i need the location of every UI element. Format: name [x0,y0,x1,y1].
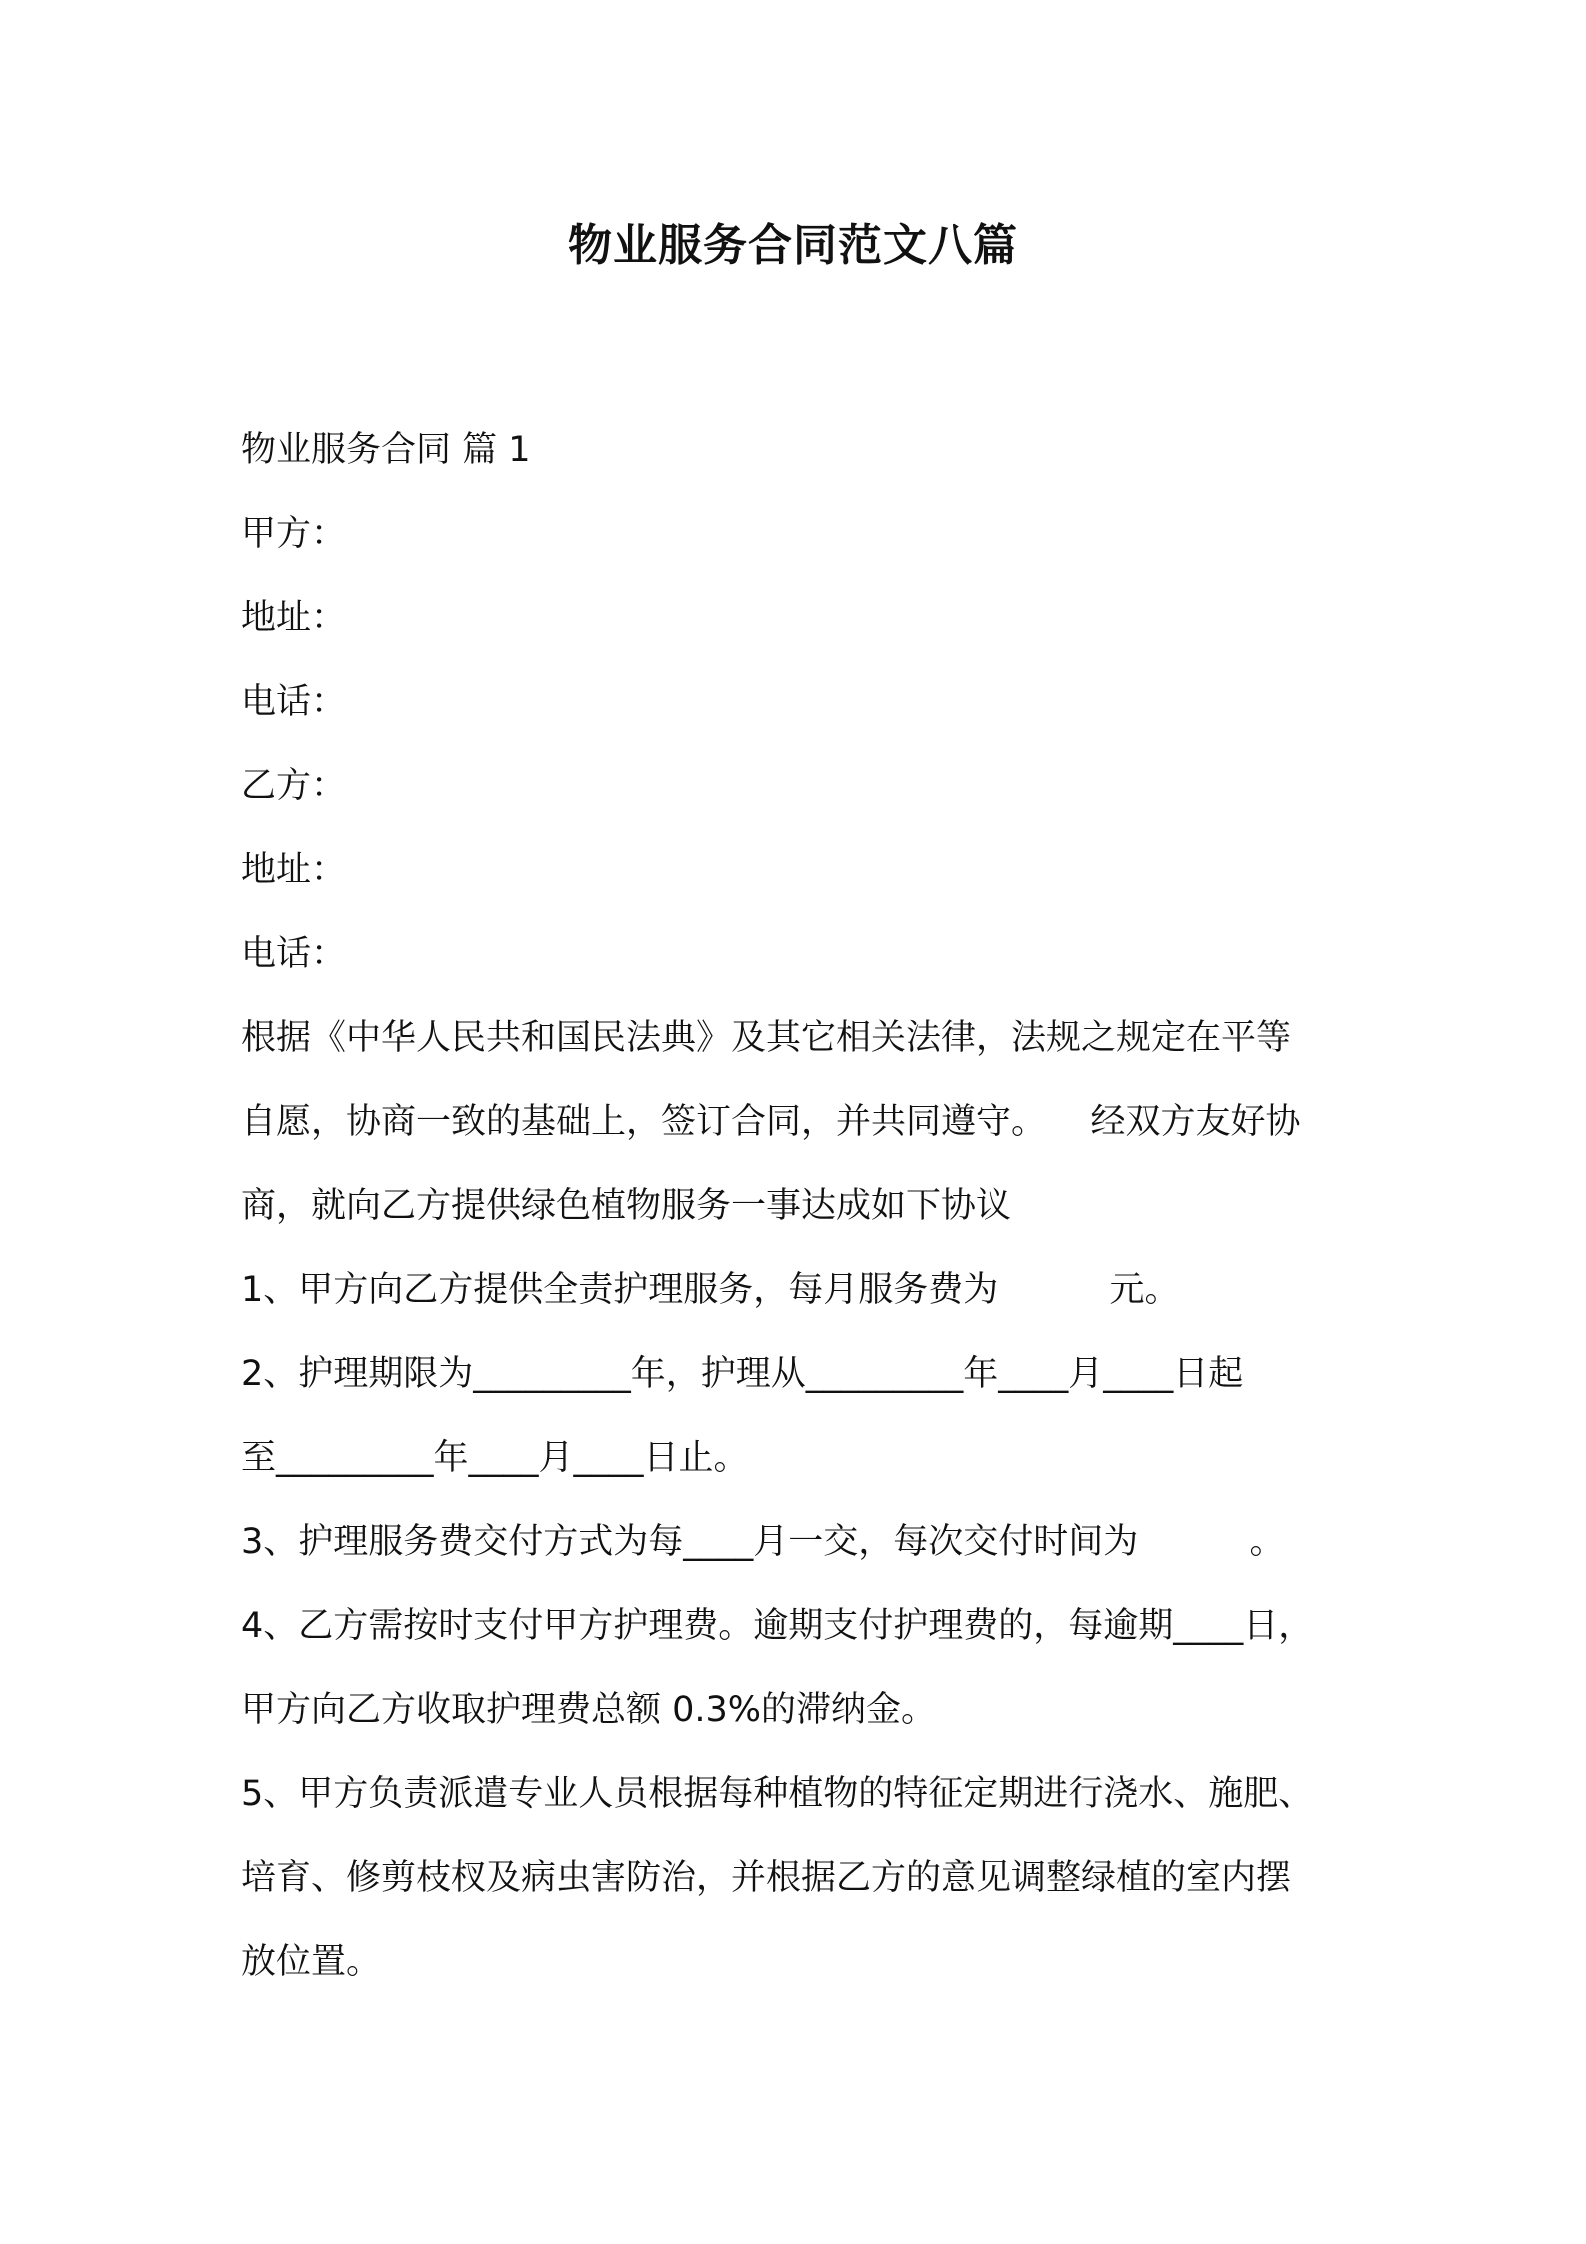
clause-4-line-1: 4、乙方需按时支付甲方护理费。逾期支付护理费的，每逾期____日， [241,1606,1314,1646]
clause-5-line-3: 放位置。 [241,1942,382,1982]
party-b-label: 乙方： [241,766,347,806]
document-body [241,408,1371,2004]
party-b-phone-label: 电话： [241,934,347,974]
document-title: 物业服务合同范文八篇 [568,220,1018,271]
section-heading: 物业服务合同 篇 1 [241,430,531,470]
clause-2-line-1: 2、护理期限为_________年，护理从_________年____月____日起 [241,1354,1244,1394]
clause-4-line-2: 甲方向乙方收取护理费总额 0.3%的滞纳金。 [241,1690,937,1730]
party-a-address-label: 地址： [241,598,347,638]
clause-5-line-2: 培育、修剪枝杈及病虫害防治，并根据乙方的意见调整绿植的室内摆 [241,1858,1292,1898]
party-a-label: 甲方： [241,514,347,554]
clause-5-line-1: 5、甲方负责派遣专业人员根据每种植物的特征定期进行浇水、施肥、 [241,1774,1314,1814]
preamble-line-1: 根据《中华人民共和国民法典》及其它相关法律，法规之规定在平等 [241,1018,1292,1058]
clause-2-line-2: 至_________年____月____日止。 [241,1438,749,1478]
clause-1: 1、甲方向乙方提供全责护理服务，每月服务费为 元。 [241,1270,1180,1310]
preamble-line-3: 商，就向乙方提供绿色植物服务一事达成如下协议 [241,1186,1012,1226]
party-a-phone-label: 电话： [241,682,347,722]
preamble-line-2: 自愿，协商一致的基础上，签订合同，并共同遵守。 经双方友好协 [241,1102,1301,1142]
clause-3: 3、护理服务费交付方式为每____月一交，每次交付时间为 。 [241,1522,1285,1562]
party-b-address-label: 地址： [241,850,347,890]
